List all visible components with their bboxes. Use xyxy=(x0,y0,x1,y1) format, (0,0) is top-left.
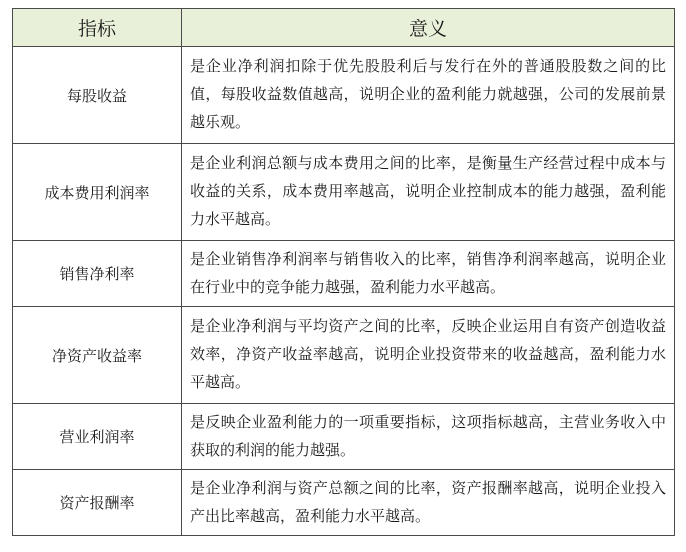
metric-meaning: 是企业净利润扣除于优先股股利后与发行在外的普通股股数之间的比值，每股收益数值越高，说明企业的盈利能力就越强，公司的发展前景越乐观。 xyxy=(182,47,675,144)
header-meaning: 意义 xyxy=(182,9,675,47)
table-row xyxy=(13,47,675,144)
metric-name: 营业利润率 xyxy=(13,404,182,470)
indicator-table-container xyxy=(12,8,674,536)
metric-name: 净资产收益率 xyxy=(13,307,182,404)
metric-name: 成本费用利润率 xyxy=(13,144,182,241)
header-indicator: 指标 xyxy=(13,9,182,47)
table-row xyxy=(13,241,675,307)
metric-meaning: 是反映企业盈利能力的一项重要指标，这项指标越高，主营业务收入中获取的利润的能力越强。 xyxy=(182,404,675,470)
table-header-row xyxy=(13,9,675,47)
indicator-table xyxy=(12,8,675,536)
table-row xyxy=(13,470,675,536)
metric-name: 销售净利率 xyxy=(13,241,182,307)
metric-meaning: 是企业利润总额与成本费用之间的比率，是衡量生产经营过程中成本与收益的关系，成本费用率越高，说明企业控制成本的能力越强，盈利能力水平越高。 xyxy=(182,144,675,241)
metric-name: 资产报酬率 xyxy=(13,470,182,536)
metric-meaning: 是企业净利润与资产总额之间的比率，资产报酬率越高，说明企业投入产出比率越高，盈利能力水平越高。 xyxy=(182,470,675,536)
metric-meaning: 是企业净利润与平均资产之间的比率，反映企业运用自有资产创造收益效率，净资产收益率越高，说明企业投资带来的收益越高，盈利能力水平越高。 xyxy=(182,307,675,404)
table-row xyxy=(13,144,675,241)
table-row xyxy=(13,307,675,404)
metric-meaning: 是企业销售净利润率与销售收入的比率，销售净利润率越高，说明企业在行业中的竞争能力越强，盈利能力水平越高。 xyxy=(182,241,675,307)
metric-name: 每股收益 xyxy=(13,47,182,144)
table-row xyxy=(13,404,675,470)
